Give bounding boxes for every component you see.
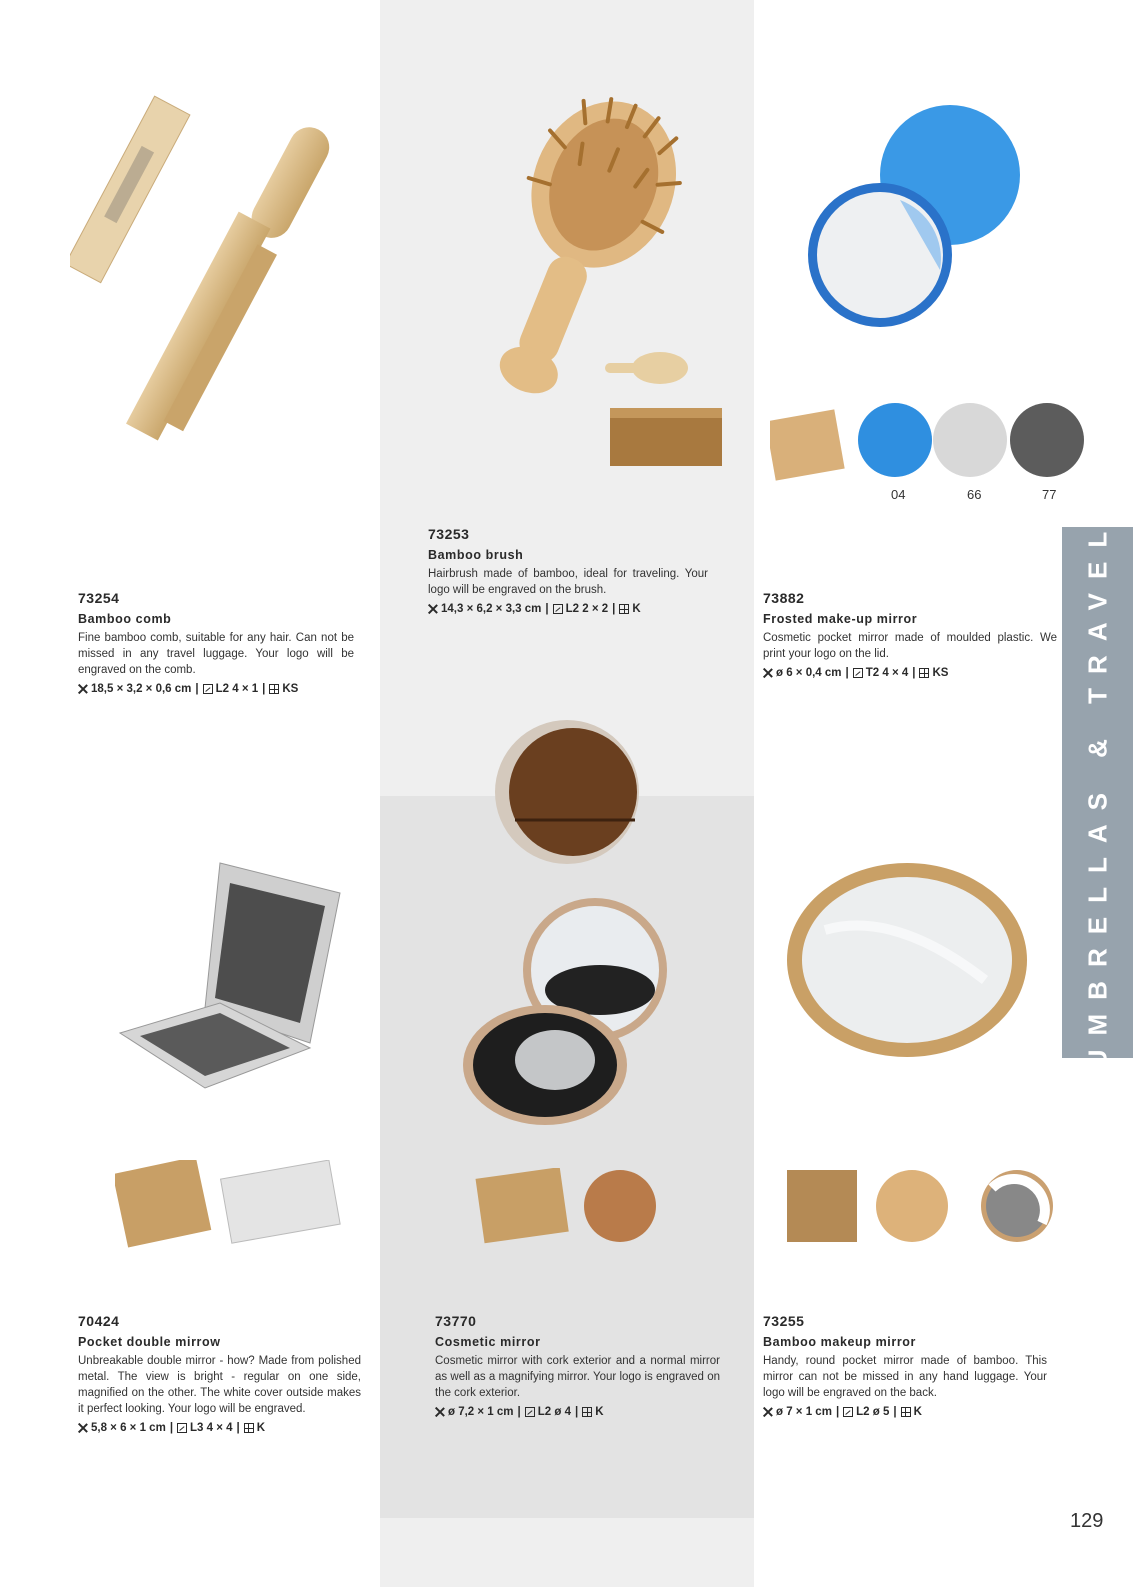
product-name: Pocket double mirrow <box>78 1335 221 1349</box>
packaging-icon <box>901 1407 911 1417</box>
product-name: Frosted make-up mirror <box>763 612 918 626</box>
pocket-double-mirror-image <box>110 858 350 1098</box>
product-description: Unbreakable double mirror - how? Made from polished metal. The view is bright - regular on one side, magnified on the other. The white cover outside makes it perfect looking. Your logo will be engraved. <box>78 1355 361 1415</box>
swatch-label-66: 66 <box>967 487 982 502</box>
engraving-icon <box>553 604 563 614</box>
dimensions-icon <box>435 1407 445 1417</box>
packaging-icon <box>919 668 929 678</box>
page-number: 129 <box>1070 1510 1104 1532</box>
engraving-icon <box>203 684 213 694</box>
product-specs: 5,8 × 6 × 1 cm | L3 4 × 4 | K <box>78 1422 361 1434</box>
dimensions-icon <box>763 1407 773 1417</box>
pocket-double-mirror-box <box>115 1160 355 1250</box>
product-code: 73254 <box>78 590 120 606</box>
bamboo-makeup-mirror-image <box>785 860 1030 1060</box>
product-73254 <box>78 590 354 695</box>
packaging-icon <box>269 684 279 694</box>
product-description: Cosmetic pocket mirror made of moulded plastic. We print your logo on the lid. <box>763 632 1057 660</box>
product-73882 <box>763 590 1057 679</box>
swatch-label-77: 77 <box>1042 487 1057 502</box>
section-title: UMBRELLAS & TRAVEL <box>1082 517 1112 1068</box>
product-specs: 18,5 × 3,2 × 0,6 cm | L2 4 × 1 | KS <box>78 683 354 695</box>
engraving-icon <box>177 1423 187 1433</box>
print-icon <box>853 668 863 678</box>
product-code: 73882 <box>763 590 805 606</box>
product-73770 <box>435 1313 720 1418</box>
dimensions-icon <box>78 684 88 694</box>
product-specs: ø 7 × 1 cm | L2 ø 5 | K <box>763 1406 1047 1418</box>
cosmetic-mirror-box <box>475 1168 670 1248</box>
frosted-mirror-swatches <box>770 395 1090 485</box>
product-73253 <box>428 526 708 615</box>
product-description: Handy, round pocket mirror made of bamboo. This mirror can not be missed in any hand luggage. Your logo will be engraved on the back. <box>763 1355 1047 1399</box>
product-description: Fine bamboo comb, suitable for any hair. Can not be missed in any travel luggage. Your logo will be engraved on the comb. <box>78 632 354 676</box>
cosmetic-mirror-cork-closeup <box>495 720 640 865</box>
product-code: 70424 <box>78 1313 120 1329</box>
bamboo-comb-image <box>70 85 340 485</box>
engraving-icon <box>843 1407 853 1417</box>
dimensions-icon <box>428 604 438 614</box>
dimensions-icon <box>763 668 773 678</box>
product-code: 73770 <box>435 1313 477 1329</box>
product-73255 <box>763 1313 1047 1418</box>
product-name: Bamboo comb <box>78 612 172 626</box>
product-specs: ø 6 × 0,4 cm | T2 4 × 4 | KS <box>763 667 1057 679</box>
product-code: 73255 <box>763 1313 805 1329</box>
product-70424 <box>78 1313 361 1434</box>
dimensions-icon <box>78 1423 88 1433</box>
middle-column-background-footer <box>380 1518 754 1587</box>
cosmetic-mirror-image <box>460 895 680 1130</box>
product-code: 73253 <box>428 526 470 542</box>
product-description: Cosmetic mirror with cork exterior and a normal mirror as well as a magnifying mirror. Your logo is engraved on the cork exterior. <box>435 1355 720 1399</box>
product-description: Hairbrush made of bamboo, ideal for traveling. Your logo will be engraved on the brush. <box>428 568 708 596</box>
engraving-icon <box>525 1407 535 1417</box>
product-name: Bamboo brush <box>428 548 524 562</box>
section-side-tab <box>1062 517 1133 1068</box>
frosted-mirror-image <box>800 95 1040 335</box>
product-specs: ø 7,2 × 1 cm | L2 ø 4 | K <box>435 1406 720 1418</box>
packaging-icon <box>582 1407 592 1417</box>
swatch-label-04: 04 <box>891 487 906 502</box>
product-name: Bamboo makeup mirror <box>763 1335 917 1349</box>
packaging-icon <box>619 604 629 614</box>
bamboo-hairbrush-image <box>450 88 740 468</box>
product-name: Cosmetic mirror <box>435 1335 541 1349</box>
product-specs: 14,3 × 6,2 × 3,3 cm | L2 2 × 2 | K <box>428 603 708 615</box>
bamboo-makeup-mirror-variants <box>782 1168 1067 1248</box>
packaging-icon <box>244 1423 254 1433</box>
